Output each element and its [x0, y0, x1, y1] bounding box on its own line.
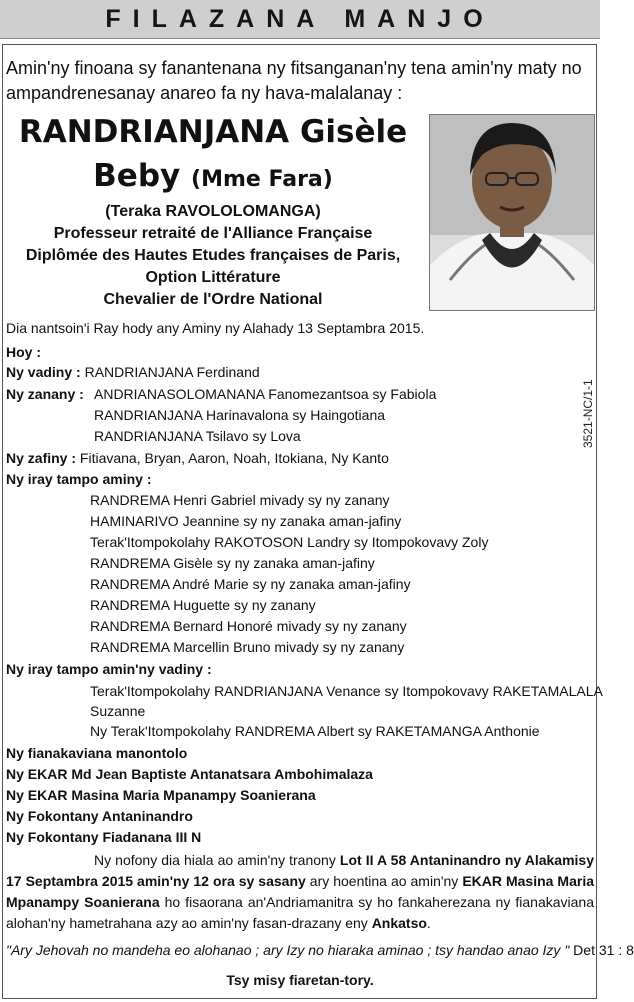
title-line-4: Chevalier de l'Ordre National — [103, 291, 323, 308]
iray-tampo-aminy-item: RANDREMA André Marie sy ny zanaka aman-jafiny — [90, 576, 411, 592]
intro-text: Amin'ny finoana sy fanantenana ny fitsanganan'ny tena amin'ny maty no ampandrenesanay anareo fa ny hava-malalanay : — [6, 58, 582, 103]
iray-tampo-aminy-label: Ny iray tampo aminy : — [6, 471, 152, 487]
funeral-place: Ankatso — [371, 915, 427, 931]
death-notice: Dia nantsoin'i Ray hody any Aminy ny Alahady 13 Septambra 2015. — [6, 320, 425, 336]
iray-tampo-aminy-item: Terak'Itompokolahy RAKOTOSON Landry sy Itompokovavy Zoly — [90, 534, 489, 550]
vadiny-label: Ny vadiny : — [6, 364, 81, 380]
other-mourner: Ny EKAR Masina Maria Mpanampy Soanierana — [6, 787, 316, 803]
iray-tampo-aminy-item: RANDREMA Huguette sy ny zanany — [90, 597, 316, 613]
iray-tampo-aminy-item: RANDREMA Henri Gabriel mivady sy ny zanany — [90, 492, 390, 508]
funeral-part: . — [426, 915, 431, 931]
zafiny-value: Fitiavana, Bryan, Aaron, Noah, Itokiana, Ny Kanto — [79, 450, 389, 466]
zafiny-row — [6, 448, 389, 468]
funeral-part: ho fisaorana an'Andriamanitra sy ho fankaherezana ny fianakaviana alohan'ny hametrahana azy ao amin'ny fasan-drazany eny — [6, 894, 594, 931]
scripture-quote — [6, 940, 634, 960]
zanany-label: Ny zanany : — [6, 386, 84, 402]
zanany-row — [6, 384, 84, 404]
quote-text: "Ary Jehovah no mandeha eo alohanao ; ary Izy no hiaraka aminao ; tsy handao anao Izy " — [6, 942, 570, 958]
other-mourner: Ny Fokontany Antaninandro — [6, 808, 193, 824]
quote-reference: Det 31 : 8 — [569, 942, 634, 958]
iray-tampo-vadiny-line: Suzanne — [90, 703, 146, 719]
deceased-name-line1: RANDRIANJANA Gisèle — [18, 114, 408, 150]
deceased-name-extra: (Mme Fara) — [191, 167, 333, 192]
portrait-photo — [429, 114, 595, 311]
deceased-name-line2 — [6, 156, 420, 200]
funeral-church: EKAR Masina Maria Mpanampy Soanierana — [6, 873, 595, 910]
iray-tampo-vadiny-line: Ny Terak'Itompokolahy RANDREMA Albert sy RAKETAMANGA Anthonie — [90, 723, 540, 739]
iray-tampo-aminy-item: RANDREMA Marcellin Bruno mivady sy ny zanany — [90, 639, 405, 655]
funeral-address: Lot II A 58 Antaninandro ny Alakamisy 17 Septambra 2015 amin'ny 12 ora sy sasany — [6, 852, 594, 889]
title-line-1: Professeur retraité de l'Alliance Française — [53, 225, 373, 242]
zanany-item: RANDRIANJANA Harinavalona sy Haingotiana — [94, 407, 386, 423]
title-line-3: Option Littérature — [145, 269, 281, 286]
funeral-part: ary hoentina ao amin'ny — [305, 873, 463, 889]
title-line-2: Diplômée des Hautes Etudes françaises de Paris, — [25, 247, 401, 264]
page-header: FILAZANA MANJO — [0, 0, 600, 39]
iray-tampo-vadiny-label: Ny iray tampo amin'ny vadiny : — [6, 661, 212, 677]
iray-tampo-aminy-item: RANDREMA Bernard Honoré mivady sy ny zanany — [90, 618, 407, 634]
deceased-name-main: Beby — [93, 158, 181, 194]
funeral-part: Ny nofony dia hiala ao amin'ny tranony — [94, 852, 340, 868]
other-mourner: Ny fianakaviana manontolo — [6, 745, 188, 761]
teraka-line: (Teraka RAVOLOLOMANGA) — [105, 203, 321, 220]
zanany-item: ANDRIANASOLOMANANA Fanomezantsoa sy Fabiola — [94, 386, 437, 402]
zanany-item: RANDRIANJANA Tsilavo sy Lova — [94, 428, 301, 444]
iray-tampo-aminy-item: HAMINARIVO Jeannine sy ny zanaka aman-jafiny — [90, 513, 402, 529]
deceased-titles — [6, 201, 420, 311]
portrait-image — [430, 115, 594, 310]
vadiny-row — [6, 362, 260, 382]
zafiny-label: Ny zafiny : — [6, 450, 77, 466]
iray-tampo-aminy-item: RANDREMA Gisèle sy ny zanaka aman-jafiny — [90, 555, 375, 571]
ad-reference-code: 3521-NC/1-1 — [581, 379, 595, 448]
closing-note: Tsy misy fiaretan-tory. — [226, 972, 374, 988]
other-mourner: Ny EKAR Md Jean Baptiste Antanatsara Ambohimalaza — [6, 766, 373, 782]
hoy-label: Hoy : — [6, 344, 41, 360]
funeral-details — [6, 850, 594, 934]
iray-tampo-vadiny-line: Terak'Itompokolahy RANDRIANJANA Venance sy Itompokovavy RAKETAMALALA — [90, 683, 603, 699]
vadiny-value: RANDRIANJANA Ferdinand — [84, 364, 260, 380]
other-mourner: Ny Fokontany Fiadanana III N — [6, 829, 202, 845]
